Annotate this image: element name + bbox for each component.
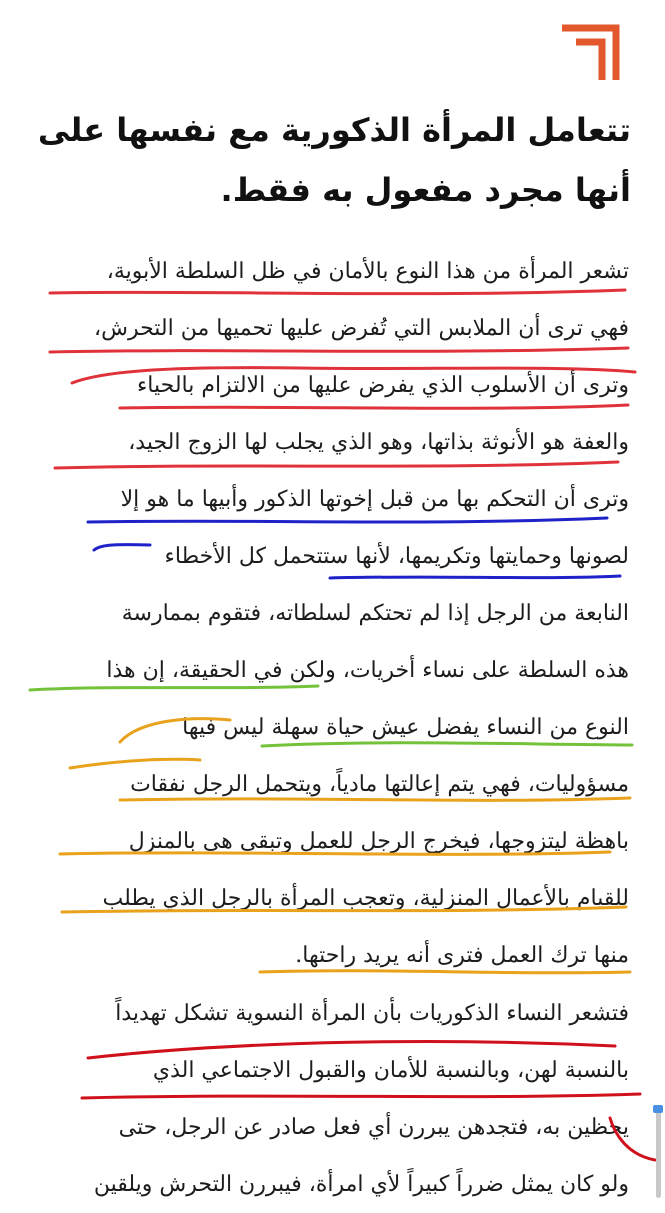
paragraph-line: النوع من النساء يفضل عيش حياة سهلة ليس فيها: [182, 715, 629, 740]
scrollbar-cap-icon: [653, 1105, 663, 1113]
article-paragraph-1: [29, 243, 629, 984]
article-paragraph-2: [29, 985, 629, 1213]
paragraph-line: والعفة هو الأنوثة بذاتها، وهو الذي يجلب لها الزوج الجيد،: [128, 430, 629, 455]
paragraph-line: بالنسبة لهن، وبالنسبة للأمان والقبول الاجتماعي الذي: [152, 1058, 629, 1083]
paragraph-line: تشعر المرأة من هذا النوع بالأمان في ظل السلطة الأبوية،: [106, 259, 629, 284]
paragraph-line: النابعة من الرجل إذا لم تحتكم لسلطاته، فتقوم بممارسة: [121, 601, 629, 626]
paragraph-line: فتشعر النساء الذكوريات بأن المرأة النسوية تشكل تهديداً: [115, 1001, 629, 1026]
paragraph-line: وترى أن التحكم بها من قبل إخوتها الذكور وأبيها ما هو إلا: [120, 487, 629, 512]
scrollbar-thumb[interactable]: [656, 1110, 661, 1198]
paragraph-line: يحظين به، فتجدهن يبررن أي فعل صادر عن الرجل، حتى: [118, 1115, 629, 1140]
paragraph-line: للقيام بالأعمال المنزلية، وتعجب المرأة بالرجل الذي يطلب: [102, 886, 629, 911]
paragraph-line: مسؤوليات، فهي يتم إعالتها مادياً، ويتحمل الرجل نفقات: [130, 772, 629, 797]
article-title: تتعامل المرأة الذكورية مع نفسها على أنها مجرد مفعول به فقط.: [37, 111, 631, 209]
paragraph-line: منها ترك العمل فترى أنه يريد راحتها.: [295, 943, 629, 968]
bracket-corner-logo-icon: [560, 22, 622, 82]
paragraph-line: هذه السلطة على نساء أخريات، ولكن في الحقيقة، إن هذا: [106, 658, 629, 683]
paragraph-line: لصونها وحمايتها وتكريمها، لأنها ستتحمل كل الأخطاء: [164, 544, 629, 569]
paragraph-line: باهظة ليتزوجها، فيخرج الرجل للعمل وتبقى هي بالمنزل: [128, 829, 629, 854]
paragraph-line: وترى أن الأسلوب الذي يفرض عليها من الالتزام بالحياء: [136, 373, 629, 398]
paragraph-line: فهي ترى أن الملابس التي تُفرض عليها تحميها من التحرش،: [94, 316, 629, 341]
paragraph-line: ولو كان يمثل ضرراً كبيراً لأي امرأة، فيبررن التحرش ويلقين: [93, 1172, 629, 1197]
